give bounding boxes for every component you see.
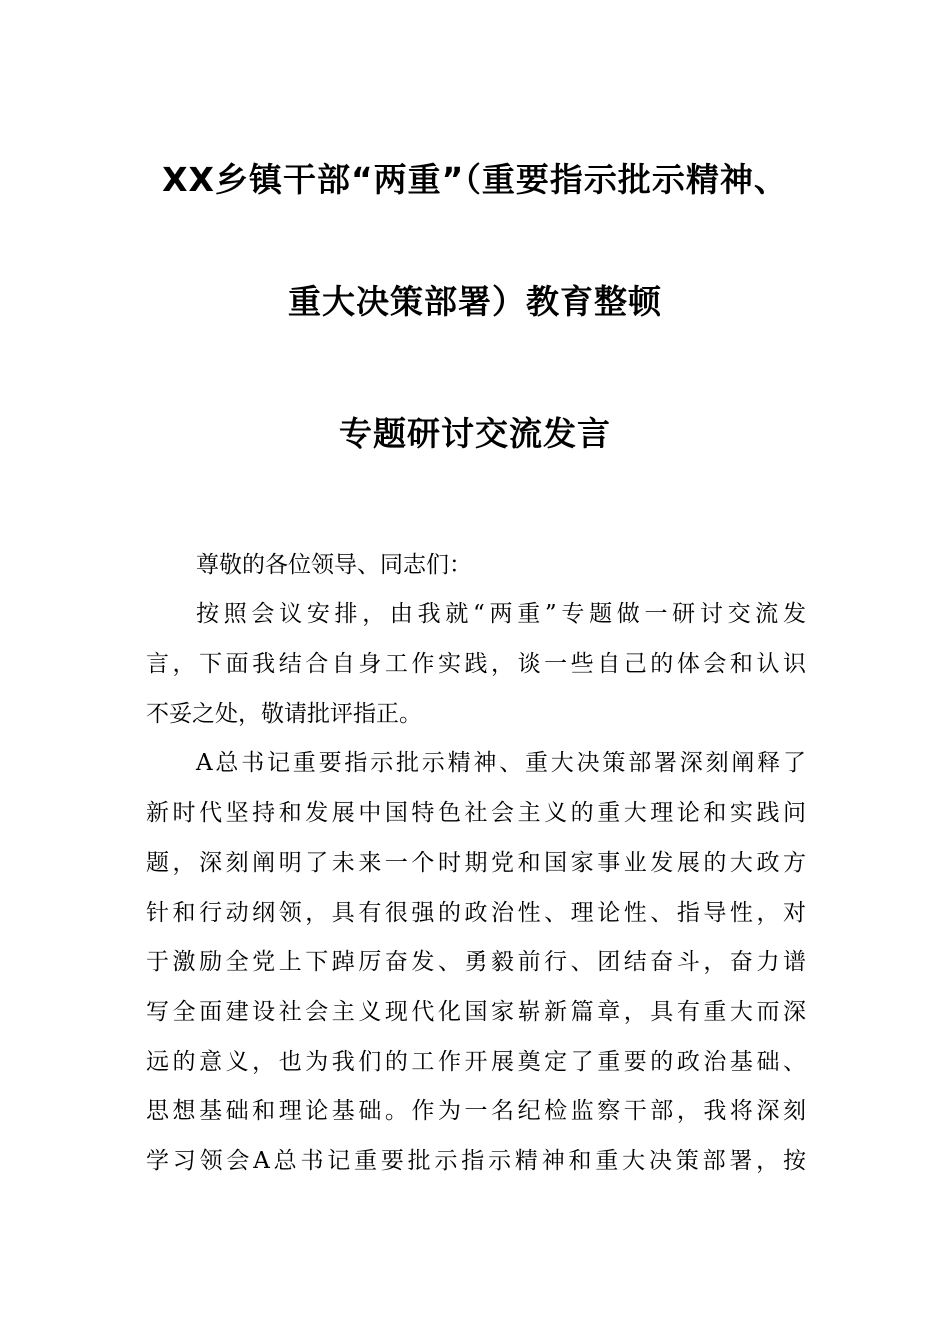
paragraph-2-line: 针和行动纲领，具有很强的政治性、理论性、指导性，对 — [146, 900, 806, 926]
salutation: 尊敬的各位领导、同志们： — [196, 552, 472, 578]
paragraph-2-line: 题，深刻阐明了未来一个时期党和国家事业发展的大政方 — [146, 850, 806, 876]
paragraph-1-line: 言，下面我结合自身工作实践，谈一些自己的体会和认识 — [146, 651, 806, 677]
paragraph-2-line: 于激励全党上下踔厉奋发、勇毅前行、团结奋斗，奋力谱 — [146, 949, 806, 975]
paragraph-2-line: A总书记重要指示批示精神、重大决策部署深刻阐释了 — [196, 750, 806, 776]
paragraph-2-line: 写全面建设社会主义现代化国家崭新篇章，具有重大而深 — [146, 999, 806, 1025]
document-subtitle: 专题研讨交流发言 — [339, 414, 611, 453]
paragraph-2-line: 新时代坚持和发展中国特色社会主义的重大理论和实践问 — [146, 800, 806, 826]
paragraph-2-line: 思想基础和理论基础。作为一名纪检监察干部，我将深刻 — [146, 1098, 806, 1124]
paragraph-1-line: 不妥之处，敬请批评指正。 — [146, 701, 422, 727]
paragraph-2-line: 学习领会A总书记重要批示指示精神和重大决策部署，按 — [146, 1148, 806, 1174]
document-title-line-2: 重大决策部署）教育整顿 — [288, 282, 662, 321]
paragraph-2-line: 远的意义，也为我们的工作开展奠定了重要的政治基础、 — [146, 1049, 806, 1075]
paragraph-1-line: 按照会议安排，由我就“两重”专题做一研讨交流发 — [196, 601, 806, 627]
document-title-line-1: XX乡镇干部“两重”（重要指示批示精神、 — [162, 160, 788, 199]
